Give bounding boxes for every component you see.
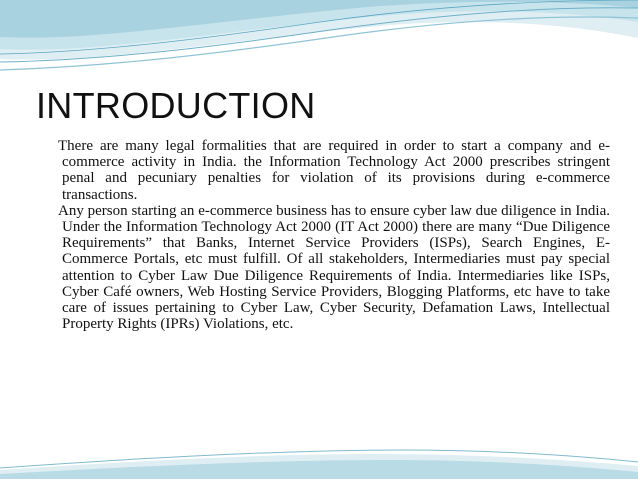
- top-wave-decoration: [0, 0, 638, 80]
- slide-body: [50, 138, 610, 332]
- body-paragraph-2: [50, 203, 610, 333]
- slide-title: INTRODUCTION: [36, 85, 316, 126]
- paragraph-2-text: Any person starting an e-commerce business has to ensure cyber law due diligence in India. Under the Information Technology Act 2000 (IT Act 2000) there are many “Due Diligence Requirements” that Banks, Internet Service Providers (ISPs), Search Engines, E-Commerce Portals, etc must fulfill. Of all stakeholders, Intermediaries must pay special attention to Cyber Law Due Diligence Requirements of India. Intermediaries like ISPs, Cyber Café owners, Web Hosting Service Providers, Blogging Platforms, etc have to take care of issues pertaining to Cyber Law, Cyber Security, Defamation Laws, Intellectual Property Rights (IPRs) Violations, etc.: [58, 202, 610, 333]
- bottom-wave-decoration: [0, 440, 638, 479]
- paragraph-1-text: There are many legal formalities that are required in order to start a company and e-commerce activity in India. the Information Technology Act 2000 prescribes stringent penal and pecuniary penalties for violation of its provisions during e-commerce transactions.: [58, 138, 610, 203]
- body-paragraph-1: [50, 138, 610, 203]
